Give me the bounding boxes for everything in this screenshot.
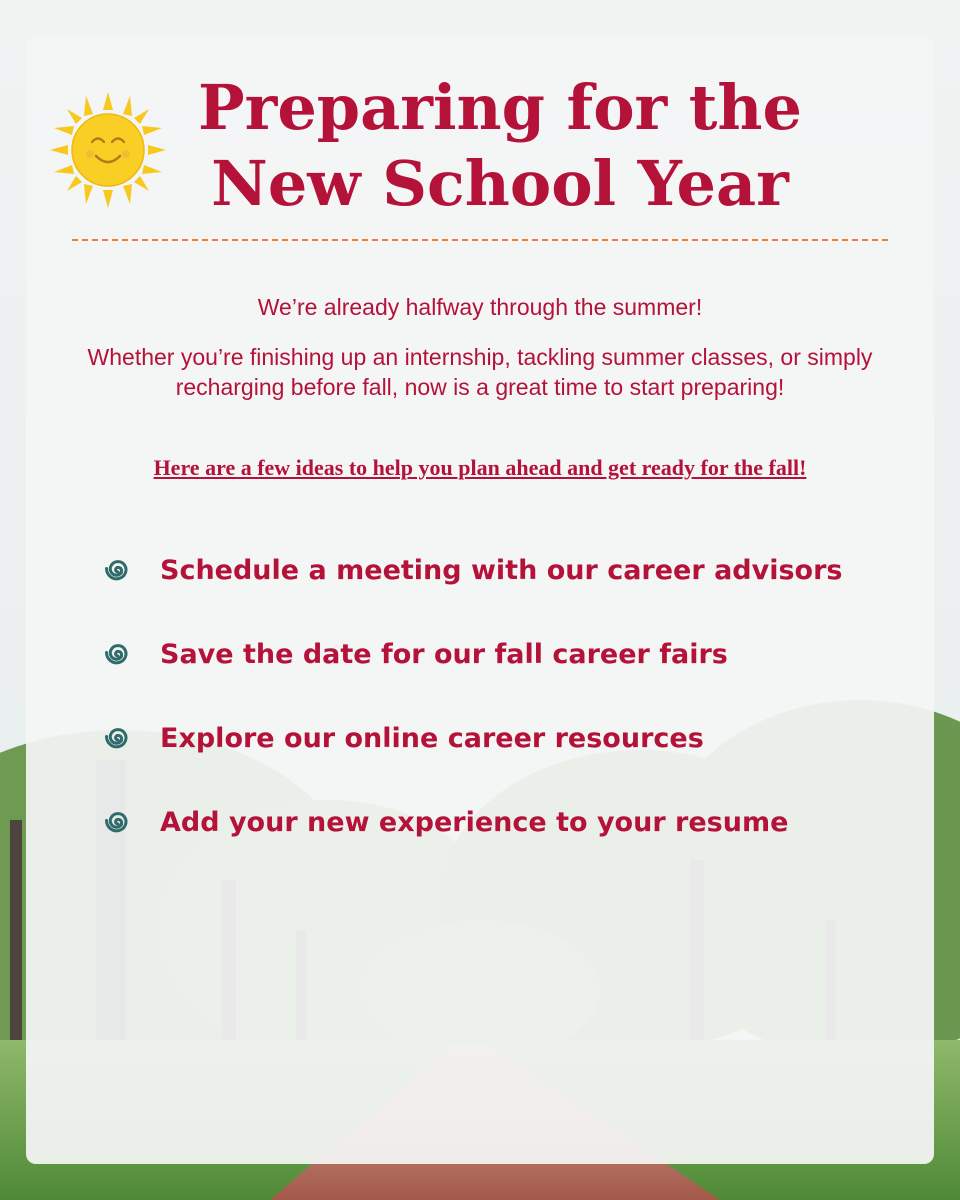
idea-label: Schedule a meeting with our career advisors bbox=[160, 554, 843, 586]
list-item bbox=[96, 716, 896, 760]
intro-line-1: We’re already halfway through the summer! bbox=[257, 294, 703, 320]
dashed-divider bbox=[72, 239, 888, 241]
list-item bbox=[96, 548, 896, 592]
intro-paragraph: Whether you’re finishing up an internship, tackling summer classes, or simply recharging before fall, now is a great time to start preparing! bbox=[87, 344, 873, 400]
idea-label: Explore our online career resources bbox=[160, 722, 704, 754]
spiral-icon bbox=[96, 800, 140, 844]
spiral-icon bbox=[96, 716, 140, 760]
title-line-2: New School Year bbox=[211, 147, 789, 220]
title-line-1: Preparing for the bbox=[198, 71, 802, 144]
list-item bbox=[96, 632, 896, 676]
page-title bbox=[150, 70, 850, 222]
list-item bbox=[96, 800, 896, 844]
spiral-icon bbox=[96, 632, 140, 676]
idea-label: Add your new experience to your resume bbox=[160, 806, 789, 838]
ideas-heading: Here are a few ideas to help you plan ahead and get ready for the fall! bbox=[153, 455, 807, 480]
spiral-icon bbox=[96, 548, 140, 592]
idea-label: Save the date for our fall career fairs bbox=[160, 638, 728, 670]
